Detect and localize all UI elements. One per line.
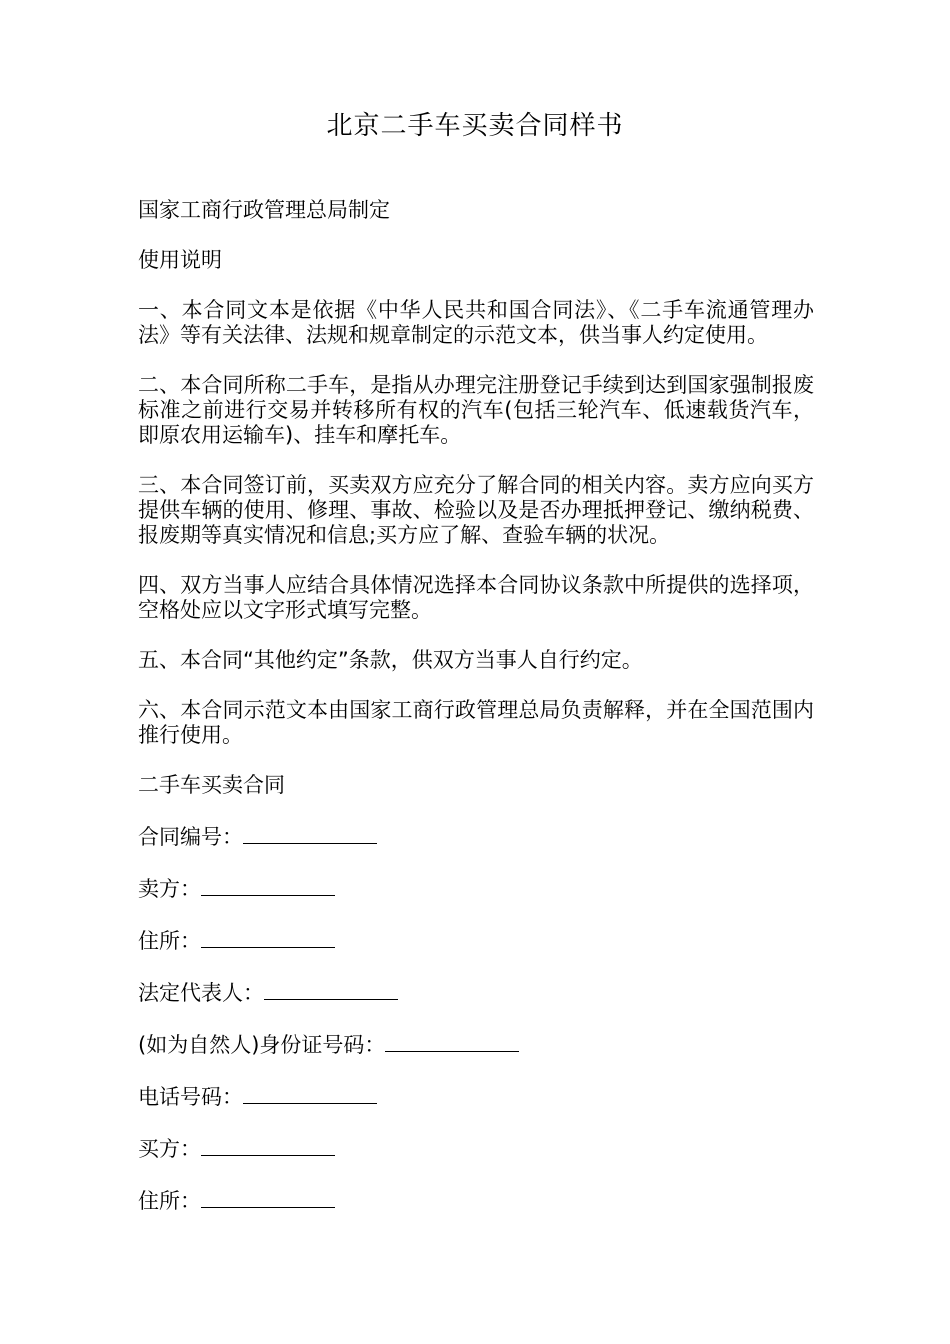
contract-number-blank[interactable]: [243, 823, 377, 844]
field-id-number: [138, 1031, 814, 1058]
field-seller: [138, 875, 814, 902]
seller-address-blank[interactable]: [201, 927, 335, 948]
document-body: [138, 198, 814, 1239]
field-label: 住所：: [138, 929, 201, 953]
field-label: 合同编号：: [138, 825, 243, 849]
usage-heading: 使用说明: [138, 248, 222, 272]
contract-heading: 二手车买卖合同: [138, 773, 285, 797]
field-buyer: [138, 1135, 814, 1162]
seller-blank[interactable]: [201, 875, 335, 896]
phone-number-blank[interactable]: [243, 1083, 377, 1104]
id-number-blank[interactable]: [385, 1031, 519, 1052]
buyer-blank[interactable]: [201, 1135, 335, 1156]
field-seller-address: [138, 927, 814, 954]
field-label: 电话号码：: [138, 1085, 243, 1109]
usage-paragraph-3: 三、本合同签订前，买卖双方应充分了解合同的相关内容。卖方应向买方提供车辆的使用、修理、事故、检验以及是否办理抵押登记、缴纳税费、报废期等真实情况和信息;买方应了解、查验车辆的状况。: [138, 473, 814, 547]
document-title: 北京二手车买卖合同样书: [326, 111, 624, 141]
field-buyer-address: [138, 1187, 814, 1214]
field-contract-number: [138, 823, 814, 850]
field-label: (如为自然人)身份证号码：: [138, 1033, 386, 1057]
usage-paragraph-4: 四、双方当事人应结合具体情况选择本合同协议条款中所提供的选择项，空格处应以文字形式填写完整。: [138, 573, 814, 622]
field-label: 买方：: [138, 1137, 201, 1161]
field-label: 法定代表人：: [138, 981, 264, 1005]
field-label: 住所：: [138, 1189, 201, 1213]
usage-paragraph-2: 二、本合同所称二手车，是指从办理完注册登记手续到达到国家强制报废标准之前进行交易并转移所有权的汽车(包括三轮汽车、低速载货汽车，即原农用运输车)、挂车和摩托车。: [138, 373, 814, 447]
legal-representative-blank[interactable]: [264, 979, 398, 1000]
issuer-line: 国家工商行政管理总局制定: [138, 198, 390, 222]
field-phone-number: [138, 1083, 814, 1110]
usage-paragraph-5: 五、本合同“其他约定”条款，供双方当事人自行约定。: [138, 648, 643, 672]
field-legal-representative: [138, 979, 814, 1006]
field-label: 卖方：: [138, 877, 201, 901]
usage-paragraph-6: 六、本合同示范文本由国家工商行政管理总局负责解释，并在全国范围内推行使用。: [138, 698, 814, 747]
usage-paragraph-1: 一、本合同文本是依据《中华人民共和国合同法》、《二手车流通管理办法》等有关法律、法规和规章制定的示范文本，供当事人约定使用。: [138, 298, 814, 347]
buyer-address-blank[interactable]: [201, 1187, 335, 1208]
